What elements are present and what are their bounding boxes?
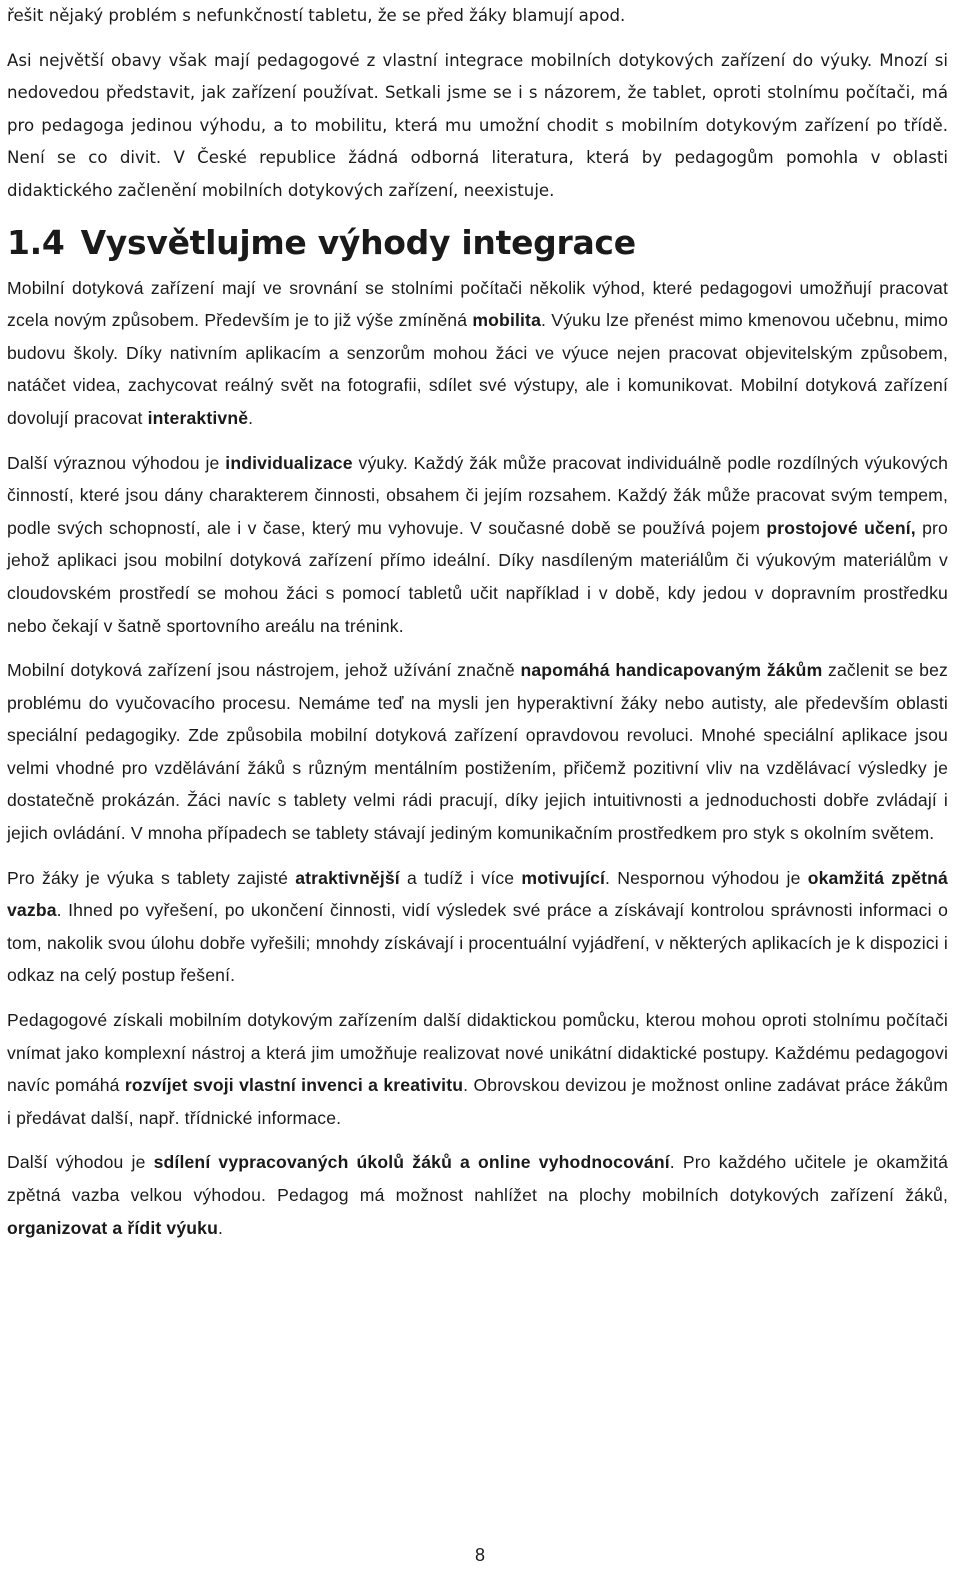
bold-term: prostojové učení,: [766, 517, 916, 538]
paragraph-handicapped: [7, 654, 948, 850]
section-heading: [7, 220, 948, 266]
text-run: .: [218, 1217, 224, 1238]
bold-term: rozvíjet svoji vlastní invenci a kreativitu: [124, 1075, 464, 1096]
bold-term: napomáhá handicapovaným žákům: [520, 660, 823, 681]
text-run: . Obrovskou devizou je možnost online zadávat práce žákům i předávat další, např. třídnické informace.: [7, 1075, 949, 1128]
text-run: . Nespornou výhodou je: [605, 867, 808, 888]
paragraph-text: řešit nějaký problém s nefunkčností tabletu, že se před žáky blamují apod.: [7, 6, 626, 25]
paragraph-concerns: [7, 45, 948, 208]
paragraph-individualization: [7, 447, 948, 643]
text-run: Mobilní dotyková zařízení jsou nástrojem, jehož užívání značně: [7, 660, 521, 681]
paragraph-mobility: [7, 272, 948, 435]
text-run: Pedagogové získali mobilním dotykovým zařízením další didaktickou pomůcku, kterou mohou oproti stolnímu počítači vnímat jako komplexní nástroj a která jim umožňuje realizovat nové unikátní didaktické postupy. Každému pedagogovi navíc pomáhá: [7, 1010, 948, 1096]
section-number: 1.4: [7, 222, 65, 262]
bold-term: sdílení vypracovaných úkolů žáků a online vyhodnocování: [153, 1152, 670, 1173]
text-run: pro jehož aplikaci jsou mobilní dotyková zařízení přímo ideální. Díky nasdíleným materiálům či výukovým materiálům v cloudovském prostředí se mohou žáci s pomocí tabletů učit například i v době, kdy jedou v dopravním prostředku nebo čekají v šatně sportovního areálu na trénink.: [7, 517, 948, 636]
text-run: začlenit se bez problému do vyučovacího procesu. Nemáme teď na mysli jen hyperaktivní žáky nebo autisty, ale především oblasti speciální pedagogiky. Zde způsobila mobilní dotyková zařízení opravdovou revoluci. Mnohé speciální aplikace jsou velmi vhodné pro vzdělávání žáků s různým mentálním postižením, přičemž pozitivní vliv na vzdělávací výsledky je dostatečně prokázán. Žáci navíc s tablety velmi rádi pracují, díky jejich intuitivnosti a jednoduchosti dobře zvládají i jejich ovládání. V mnoha případech se tablety stávají jediným komunikačním prostředkem pro styk s okolním světem.: [7, 660, 948, 844]
paragraph-didactic-tool: [7, 1004, 948, 1134]
text-run: Mobilní dotyková zařízení mají ve srovnání se stolními počítači několik výhod, které pedagogovi umožňují pracovat zcela novým způsobem. Především je to již výše zmíněná: [7, 277, 948, 331]
paragraph-sharing: [7, 1146, 948, 1244]
text-run: . Výuku lze přenést mimo kmenovou učebnu, mimo budovu školy. Díky nativním aplikacím a senzorům mohou žáci ve výuce nejen pracovat objevitelským způsobem, natáčet videa, zachycovat reálný svět na fotografii, sdílet své výstupy, ale i komunikovat. Mobilní dotyková zařízení dovolují pracovat: [7, 310, 948, 428]
bold-term: organizovat a řídit výuku: [7, 1217, 219, 1238]
document-page: [7, 0, 948, 1244]
text-run: Další výraznou výhodou je: [7, 452, 226, 473]
section-title: Vysvětlujme výhody integrace: [80, 222, 636, 262]
page-number: 8: [474, 1545, 485, 1565]
bold-term: okamžitá zpětná vazba: [7, 867, 948, 921]
paragraph-text: Asi největší obavy však mají pedagogové z vlastní integrace mobilních dotykových zařízení do výuky. Mnozí si nedovedou představit, jak zařízení používat. Setkali jsme se i s názorem, že tablet, oproti stolnímu počítači, má pro pedagoga jedinou výhodu, a to mobilitu, která mu umožní chodit s mobilním dotykovým zařízení po třídě. Není se co divit. V České republice žádná odborná literatura, která by pedagogům pomohla v oblasti didaktického začlenění mobilních dotykových zařízení, neexistuje.: [7, 50, 948, 200]
text-run: a tudíž i více: [399, 867, 522, 888]
paragraph-continuation: [7, 0, 948, 33]
paragraph-motivation: [7, 862, 948, 992]
bold-term: individualizace: [225, 452, 353, 473]
bold-term: mobilita: [472, 310, 542, 331]
bold-term: interaktivně: [147, 407, 249, 428]
bold-term: atraktivnější: [295, 867, 400, 888]
text-run: výuky. Každý žák může pracovat individuálně podle rozdílných výukových činností, které jsou dány charakterem činnosti, obsahem či jejím rozsahem. Každý žák může pracovat svým tempem, podle svých schopností, ale i v čase, který mu vyhovuje. V současné době se používá pojem: [7, 452, 949, 538]
text-run: Pro žáky je výuka s tablety zajisté: [7, 867, 296, 888]
text-run: . Ihned po vyřešení, po ukončení činnosti, vidí výsledek své práce a získávají kontrolou správnosti informaci o tom, nakolik svou úlohu dobře vyřešili; mnohdy získávají i procentuální vyjádření, v některých aplikacích je k dispozici i odkaz na celý postup řešení.: [7, 900, 948, 986]
text-run: . Pro každého učitele je okamžitá zpětná vazba velkou výhodou. Pedagog má možnost nahlížet na plochy mobilních dotykových zařízení žáků,: [7, 1152, 949, 1205]
text-run: .: [248, 407, 254, 428]
bold-term: motivující: [521, 867, 606, 888]
text-run: Další výhodou je: [7, 1152, 154, 1173]
